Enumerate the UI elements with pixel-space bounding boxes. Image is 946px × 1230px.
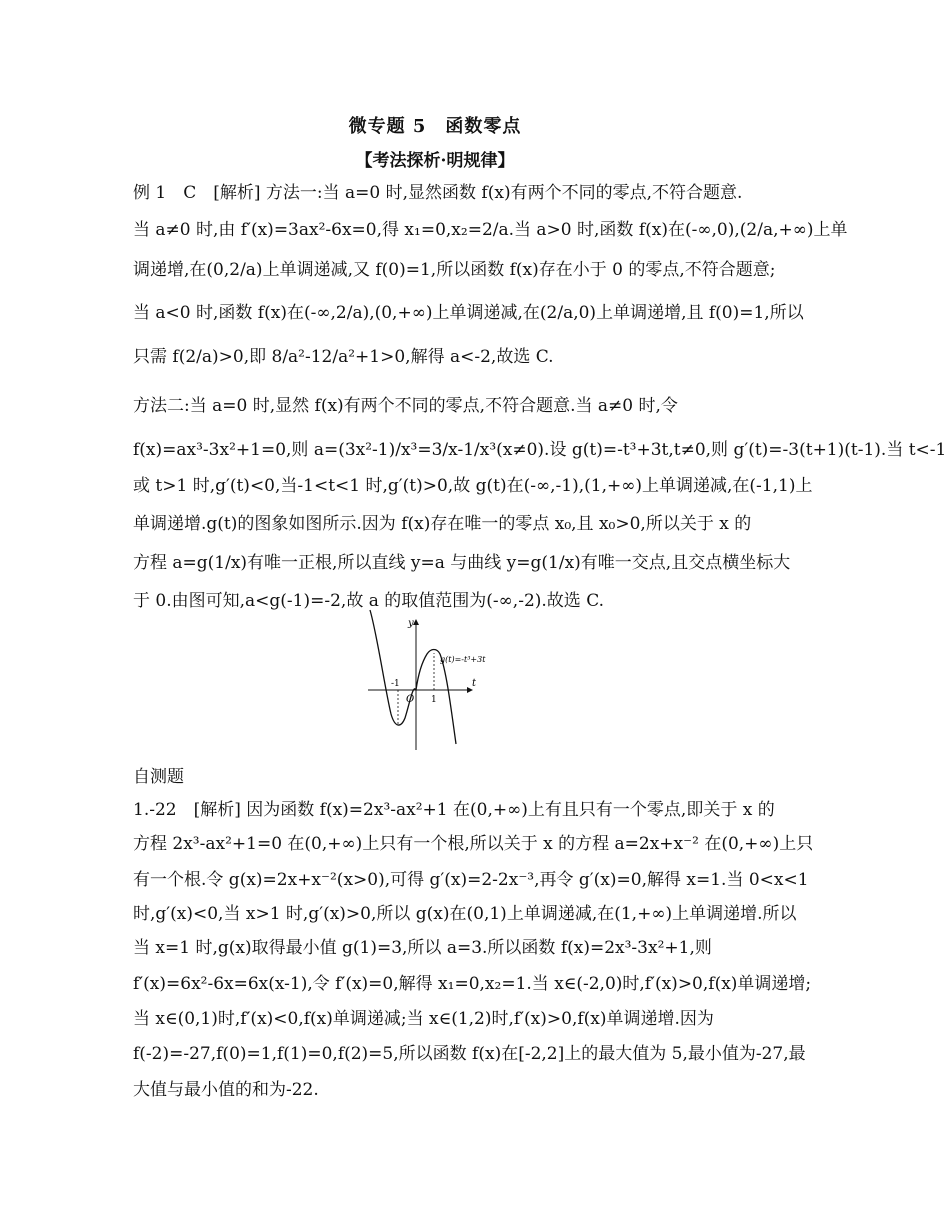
selftest-line-3: 有一个根.令 g(x)=2x+x⁻²(x>0),可得 g′(x)=2-2x⁻³,再令 g′(x)=0,解得 x=1.当 0<x<1 [133, 870, 809, 890]
tick-neg-one: -1 [391, 679, 400, 689]
function-graph-figure [360, 614, 510, 754]
example-line-11: 于 0.由图可知,a<g(-1)=-2,故 a 的取值范围为(-∞,-2).故选 C. [133, 591, 605, 611]
selftest-line-8: f(-2)=-27,f(0)=1,f(1)=0,f(2)=5,所以函数 f(x)在[-2,2]上的最大值为 5,最小值为-27,最 [133, 1044, 806, 1064]
example-line-5: 只需 f(2/a)>0,即 8/a²-12/a²+1>0,解得 a<-2,故选 C. [133, 347, 554, 367]
example-line-6: 方法二:当 a=0 时,显然 f(x)有两个不同的零点,不符合题意.当 a≠0 时,令 [133, 396, 678, 416]
curve-label: g(t)=-t³+3t [440, 655, 486, 664]
selftest-line-6: f′(x)=6x²-6x=6x(x-1),令 f′(x)=0,解得 x₁=0,x₂=1.当 x∈(-2,0)时,f′(x)>0,f(x)单调递增; [133, 974, 812, 994]
page-title: 微专题 5 函数零点 [348, 116, 522, 137]
example-line-1: 例 1 C [解析] 方法一:当 a=0 时,显然函数 f(x)有两个不同的零点,不符合题意. [133, 183, 743, 203]
selftest-line-5: 当 x=1 时,g(x)取得最小值 g(1)=3,所以 a=3.所以函数 f(x)=2x³-3x²+1,则 [133, 938, 712, 958]
example-line-4: 当 a<0 时,函数 f(x)在(-∞,2/a),(0,+∞)上单调递减,在(2/a,0)上单调递增,且 f(0)=1,所以 [133, 303, 804, 323]
example-line-7: f(x)=ax³-3x²+1=0,则 a=(3x²-1)/x³=3/x-1/x³(x≠0).设 g(t)=-t³+3t,t≠0,则 g′(t)=-3(t+1)(t-1).当 t<-1 [133, 440, 946, 460]
example-line-2: 当 a≠0 时,由 f′(x)=3ax²-6x=0,得 x₁=0,x₂=2/a.当 a>0 时,函数 f(x)在(-∞,0),(2/a,+∞)上单 [133, 220, 848, 240]
example-line-9: 单调递增.g(t)的图象如图所示.因为 f(x)存在唯一的零点 x₀,且 x₀>0,所以关于 x 的 [133, 514, 752, 534]
selftest-line-4: 时,g′(x)<0,当 x>1 时,g′(x)>0,所以 g(x)在(0,1)上单调递减,在(1,+∞)上单调递增.所以 [133, 904, 797, 924]
example-line-10: 方程 a=g(1/x)有唯一正根,所以直线 y=a 与曲线 y=g(1/x)有唯一交点,且交点横坐标大 [133, 553, 791, 573]
selftest-line-1: 1.-22 [解析] 因为函数 f(x)=2x³-ax²+1 在(0,+∞)上有且只有一个零点,即关于 x 的 [133, 800, 775, 820]
selftest-line-2: 方程 2x³-ax²+1=0 在(0,+∞)上只有一个根,所以关于 x 的方程 a=2x+x⁻² 在(0,+∞)上只 [133, 834, 814, 854]
curve-g [370, 610, 456, 744]
selftest-line-9: 大值与最小值的和为-22. [133, 1080, 319, 1100]
section-subtitle: 【考法探析·明规律】 [355, 151, 515, 171]
selftest-line-7: 当 x∈(0,1)时,f′(x)<0,f(x)单调递减;当 x∈(1,2)时,f′(x)>0,f(x)单调递增.因为 [133, 1009, 714, 1029]
tick-pos-one: 1 [431, 695, 437, 705]
origin-label: O [406, 694, 415, 705]
example-line-3: 调递增,在(0,2/a)上单调递减,又 f(0)=1,所以函数 f(x)存在小于 0 的零点,不符合题意; [133, 260, 776, 280]
self-test-heading: 自测题 [133, 767, 184, 787]
axis-y-label: y [408, 618, 414, 629]
example-line-8: 或 t>1 时,g′(t)<0,当-1<t<1 时,g′(t)>0,故 g(t)在(-∞,-1),(1,+∞)上单调递减,在(-1,1)上 [133, 476, 813, 496]
axis-t-label: t [472, 678, 477, 689]
